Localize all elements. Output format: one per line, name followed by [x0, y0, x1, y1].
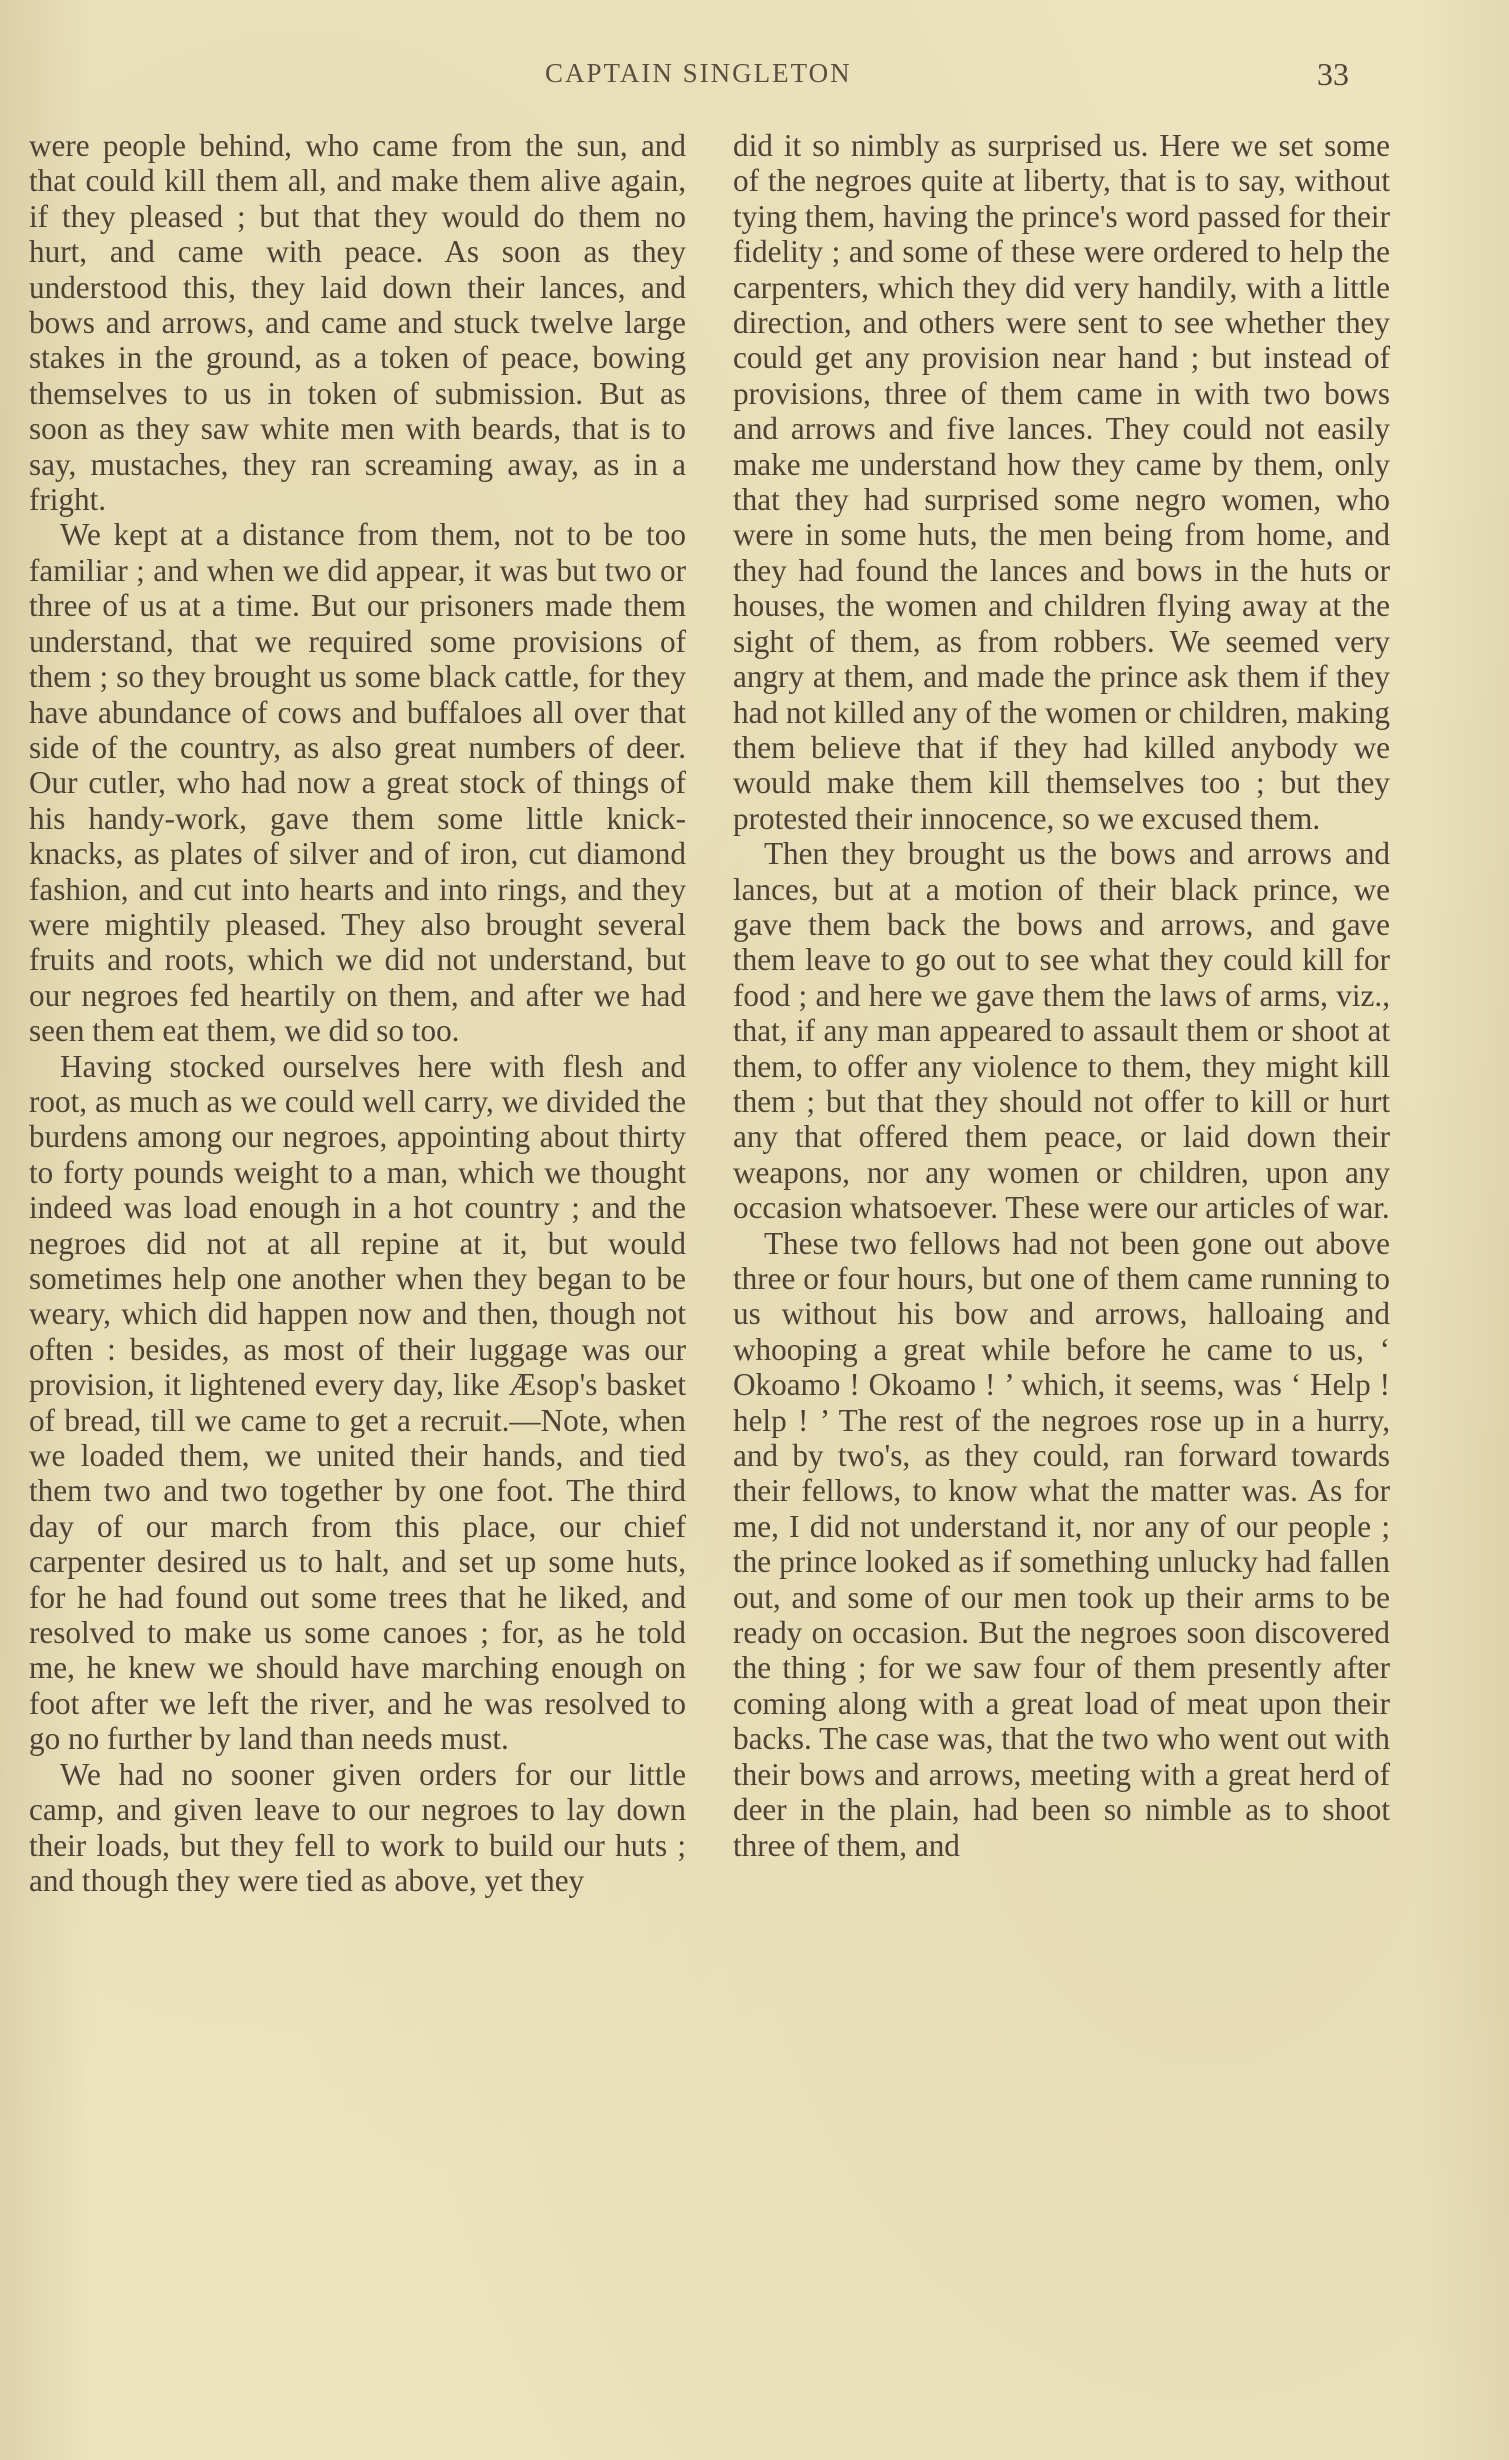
running-title: CAPTAIN SINGLETON [545, 58, 852, 88]
paragraph: These two fellows had not been gone out above three or four hours, but one of them came running to us without his bow and arrows, halloaing and whooping a great while before he came to us, ‘ Okoamo ! Okoamo ! ’ which, it seems, was ‘ Help ! help ! ’ The rest of the negroes rose up in a hurry, and by two's, as they could, ran forward towards their fellows, to know what the matter was. As for me, I did not understand it, nor any of our people ; the prince looked as if something unlucky had fallen out, and some of our men took up their arms to be ready on occasion. But the negroes soon discovered the thing ; for we saw four of them presently after coming along with a great load of meat upon their backs. The case was, that the two who went out with their bows and arrows, meeting with a great herd of deer in the plain, had been so nimble as to shoot three of them, and [733, 1225, 1390, 1863]
paragraph: We kept at a distance from them, not to be too familiar ; and when we did appear, it was but two or three of us at a time. But our prisoners made them understand, that we required some provisions of them ; so they brought us some black cattle, for they have abundance of cows and buffaloes all over that side of the country, as also great numbers of deer. Our cutler, who had now a great stock of things of his handy-work, gave them some little knick-knacks, as plates of silver and of iron, cut diamond fashion, and cut into hearts and into rings, and they were mightily pleased. They also brought several fruits and roots, which we did not understand, but our negroes fed heartily on them, and after we had seen them eat them, we did so too. [29, 517, 686, 1049]
right-column [733, 128, 1390, 1863]
paragraph: We had no sooner given orders for our little camp, and given leave to our negroes to lay down their loads, but they fell to work to build our huts ; and though they were tied as above, yet they [29, 1756, 686, 1898]
page-number: 33 [1317, 56, 1349, 92]
paragraph: did it so nimbly as surprised us. Here we set some of the negroes quite at liberty, that is to say, without tying them, having the prince's word passed for their fidelity ; and some of these were ordered to help the carpenters, which they did very handily, with a little direction, and others were sent to see whether they could get any provision near hand ; but instead of provisions, three of them came in with two bows and arrows and five lances. They could not easily make me understand how they came by them, only that they had surprised some negro women, who were in some huts, the men being from home, and they had found the lances and bows in the huts or houses, the women and children flying away at the sight of them, as from robbers. We seemed very angry at them, and made the prince ask them if they had not killed any of the women or children, making them believe that if they had killed anybody we would make them kill themselves too ; but they protested their innocence, so we excused them. [733, 128, 1390, 836]
paragraph: were people behind, who came from the sun, and that could kill them all, and make them alive again, if they pleased ; but that they would do them no hurt, and came with peace. As soon as they understood this, they laid down their lances, and bows and arrows, and came and stuck twelve large stakes in the ground, as a token of peace, bowing themselves to us in token of submission. But as soon as they saw white men with beards, that is to say, mustaches, they ran screaming away, as in a fright. [29, 128, 686, 518]
paragraph: Having stocked ourselves here with flesh and root, as much as we could well carry, we divided the burdens among our negroes, appointing about thirty to forty pounds weight to a man, which we thought indeed was load enough in a hot country ; and the negroes did not at all repine at it, but would sometimes help one another when they began to be weary, which did happen now and then, though not often : besides, as most of their luggage was our provision, it lightened every day, like Æsop's basket of bread, till we came to get a recruit.—Note, when we loaded them, we united their hands, and tied them two and two together by one foot. The third day of our march from this place, our chief carpenter desired us to halt, and set up some huts, for he had found out some trees that he liked, and resolved to make us some canoes ; for, as he told me, he knew we should have marching enough on foot after we left the river, and he was resolved to go no further by land than needs must. [29, 1048, 686, 1757]
running-head [0, 58, 1509, 98]
paragraph: Then they brought us the bows and arrows and lances, but at a motion of their black prince, we gave them back the bows and arrows, and gave them leave to go out to see what they could kill for food ; and here we gave them the laws of arms, viz., that, if any man appeared to assault them or shoot at them, to offer any violence to them, they might kill them ; but that they should not offer to kill or hurt any that offered them peace, or laid down their weapons, nor any women or children, upon any occasion whatsoever. These were our articles of war. [733, 836, 1390, 1226]
left-column [29, 128, 686, 1898]
